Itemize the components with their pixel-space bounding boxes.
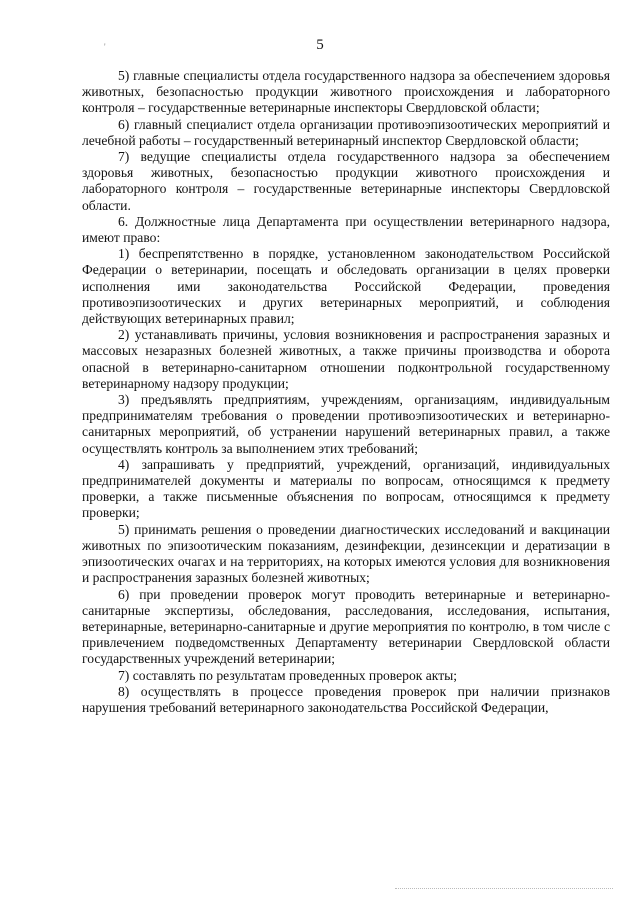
paragraph-section-6-rights: 6. Должностные лица Департамента при осуществлении ветеринарного надзора, имеют право: [82,213,610,246]
footer-divider [395,888,613,889]
margin-mark: ' [104,42,106,52]
paragraph-right-5-diagnostics: 5) принимать решения о проведении диагностических исследований и вакцинации животных по эпизоотическим показаниям, дезинфекции, дезинсекции и дератизации в эпизоотических очагах и на территориях, на которых имеются условия для возникновения и распространения заразных болезней животных; [82,521,610,586]
document-body [82,68,610,716]
paragraph-right-7-acts: 7) составлять по результатам проведенных проверок акты; [118,667,458,683]
page-number: 5 [316,37,324,53]
paragraph-item-7-leading-specialists: 7) ведущие специалисты отдела государственного надзора за обеспечением здоровья животных, безопасностью продукции животного происхождения и лабораторного контроля – государственные ветеринарные инспекторы Свердловской области. [82,149,610,213]
paragraph-right-6-expertise: 6) при проведении проверок могут проводить ветеринарные и ветеринарно-санитарные экспертизы, обследования, расследования, исследования, испытания, ветеринарные, ветеринарно-санитарные и другие мероприятия по контролю, в том числе с привлечением подведомственных Департаменту ветеринарии Свердловской области государственных учреждений ветеринарии; [82,586,610,667]
paragraph-right-1-visit: 1) беспрепятственно в порядке, установленном законодательством Российской Федерации о ветеринарии, посещать и обследовать организации в целях проверки исполнения ими законодательства Российской Федерации, проведения противоэпизоотических и других ветеринарных мероприятий, и соблюдения действующих ветеринарных правил; [82,246,610,327]
paragraph-right-3-present-requirements: 3) предъявлять предприятиям, учреждениям, организациям, индивидуальным предпринимателям требования о проведении противоэпизоотических и ветеринарно-санитарных мероприятий, об устранении нарушений ветеринарных правил, а также осуществлять контроль за выполнением этих требований; [82,392,610,456]
paragraph-item-5-chief-specialists: 5) главные специалисты отдела государственного надзора за обеспечением здоровья животных, безопасностью продукции животного происхождения и лабораторного контроля – государственные ветеринарные инспекторы Свердловской области; [82,68,610,116]
paragraph-item-6-chief-specialist: 6) главный специалист отдела организации противоэпизоотических мероприятий и лечебной работы – государственный ветеринарный инспектор Свердловской области; [82,116,610,148]
paragraph-right-2-establish-causes: 2) устанавливать причины, условия возникновения и распространения заразных и массовых незаразных болезней животных, а также причины производства и оборота опасной в ветеринарно-санитарном отношении подконтрольной государственному ветеринарному надзору продукции; [82,327,610,391]
paragraph-right-8-inspections: 8) осуществлять в процессе проведения проверок при наличии признаков нарушения требований ветеринарного законодательства Российской Федерации, [82,683,610,715]
paragraph-right-4-request-documents: 4) запрашивать у предприятий, учреждений, организаций, индивидуальных предпринимателей документы и материалы по вопросам, относящимся к предмету проверки, а также письменные объяснения по вопросам, относящимся к предмету проверки; [82,456,610,521]
